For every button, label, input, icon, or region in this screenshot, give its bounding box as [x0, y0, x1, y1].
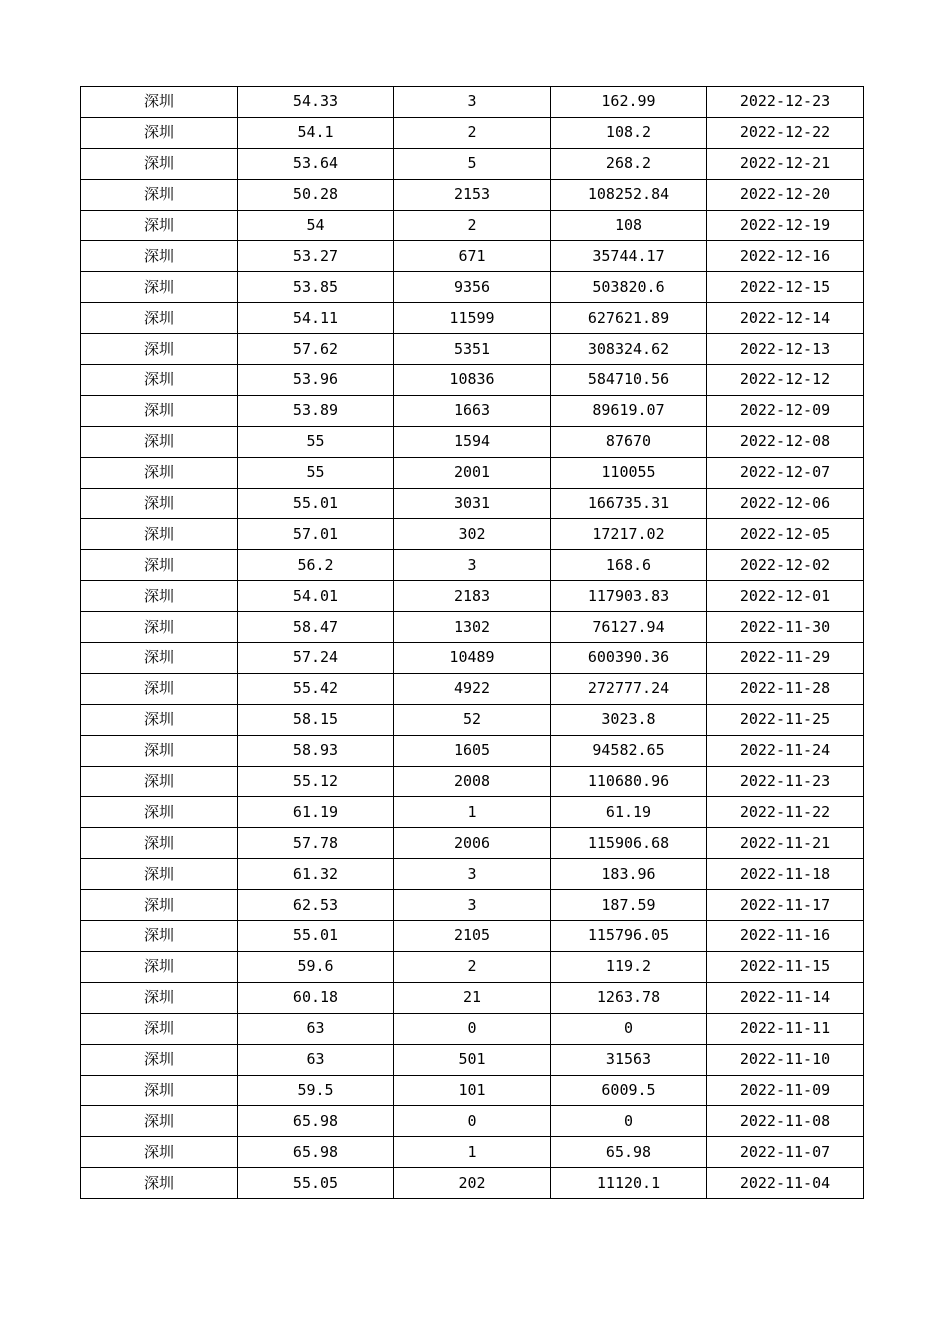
city-cell: 深圳 [81, 612, 238, 643]
city-cell: 深圳 [81, 334, 238, 365]
table-row [81, 982, 864, 1013]
volume-cell: 3031 [394, 488, 551, 519]
price-cell: 54.01 [238, 581, 394, 612]
amount-cell: 108.2 [551, 117, 707, 148]
city-cell: 深圳 [81, 828, 238, 859]
price-cell: 65.98 [238, 1106, 394, 1137]
table-row [81, 1013, 864, 1044]
amount-cell: 584710.56 [551, 365, 707, 396]
table-row [81, 148, 864, 179]
date-cell: 2022-11-14 [707, 982, 864, 1013]
volume-cell: 2001 [394, 457, 551, 488]
volume-cell: 5351 [394, 334, 551, 365]
amount-cell: 166735.31 [551, 488, 707, 519]
volume-cell: 10489 [394, 643, 551, 674]
date-cell: 2022-11-16 [707, 921, 864, 952]
city-cell: 深圳 [81, 272, 238, 303]
price-cell: 53.27 [238, 241, 394, 272]
amount-cell: 76127.94 [551, 612, 707, 643]
city-cell: 深圳 [81, 859, 238, 890]
volume-cell: 1 [394, 1137, 551, 1168]
table-row [81, 87, 864, 118]
city-cell: 深圳 [81, 550, 238, 581]
city-cell: 深圳 [81, 890, 238, 921]
amount-cell: 0 [551, 1013, 707, 1044]
date-cell: 2022-11-18 [707, 859, 864, 890]
table-row [81, 117, 864, 148]
table-row [81, 241, 864, 272]
table-row [81, 365, 864, 396]
volume-cell: 3 [394, 87, 551, 118]
city-cell: 深圳 [81, 1137, 238, 1168]
date-cell: 2022-11-07 [707, 1137, 864, 1168]
price-cell: 54.33 [238, 87, 394, 118]
volume-cell: 0 [394, 1106, 551, 1137]
amount-cell: 600390.36 [551, 643, 707, 674]
table-row [81, 179, 864, 210]
price-cell: 54.11 [238, 303, 394, 334]
amount-cell: 503820.6 [551, 272, 707, 303]
amount-cell: 187.59 [551, 890, 707, 921]
city-cell: 深圳 [81, 488, 238, 519]
price-cell: 55.42 [238, 673, 394, 704]
volume-cell: 1605 [394, 735, 551, 766]
volume-cell: 1594 [394, 426, 551, 457]
date-cell: 2022-12-22 [707, 117, 864, 148]
price-cell: 53.64 [238, 148, 394, 179]
date-cell: 2022-11-17 [707, 890, 864, 921]
price-cell: 59.5 [238, 1075, 394, 1106]
volume-cell: 101 [394, 1075, 551, 1106]
price-cell: 55.12 [238, 766, 394, 797]
amount-cell: 183.96 [551, 859, 707, 890]
table-row [81, 457, 864, 488]
price-cell: 65.98 [238, 1137, 394, 1168]
city-cell: 深圳 [81, 643, 238, 674]
price-cell: 53.89 [238, 395, 394, 426]
city-cell: 深圳 [81, 241, 238, 272]
table-row [81, 1137, 864, 1168]
table-row [81, 272, 864, 303]
volume-cell: 501 [394, 1044, 551, 1075]
volume-cell: 2105 [394, 921, 551, 952]
date-cell: 2022-11-30 [707, 612, 864, 643]
city-cell: 深圳 [81, 457, 238, 488]
amount-cell: 268.2 [551, 148, 707, 179]
date-cell: 2022-11-08 [707, 1106, 864, 1137]
amount-cell: 117903.83 [551, 581, 707, 612]
date-cell: 2022-11-04 [707, 1168, 864, 1199]
price-cell: 53.96 [238, 365, 394, 396]
date-cell: 2022-12-01 [707, 581, 864, 612]
city-cell: 深圳 [81, 426, 238, 457]
amount-cell: 110680.96 [551, 766, 707, 797]
price-cell: 50.28 [238, 179, 394, 210]
amount-cell: 119.2 [551, 951, 707, 982]
date-cell: 2022-12-20 [707, 179, 864, 210]
city-cell: 深圳 [81, 1106, 238, 1137]
volume-cell: 3 [394, 859, 551, 890]
volume-cell: 2 [394, 117, 551, 148]
table-row [81, 334, 864, 365]
amount-cell: 94582.65 [551, 735, 707, 766]
price-cell: 59.6 [238, 951, 394, 982]
table-row [81, 951, 864, 982]
table-body [81, 87, 864, 1199]
table-row [81, 303, 864, 334]
volume-cell: 3 [394, 550, 551, 581]
amount-cell: 168.6 [551, 550, 707, 581]
price-cell: 58.15 [238, 704, 394, 735]
date-cell: 2022-12-02 [707, 550, 864, 581]
amount-cell: 89619.07 [551, 395, 707, 426]
date-cell: 2022-12-12 [707, 365, 864, 396]
city-cell: 深圳 [81, 365, 238, 396]
city-cell: 深圳 [81, 982, 238, 1013]
city-cell: 深圳 [81, 1168, 238, 1199]
price-cell: 63 [238, 1044, 394, 1075]
volume-cell: 2 [394, 951, 551, 982]
table-row [81, 550, 864, 581]
table-row [81, 581, 864, 612]
volume-cell: 1302 [394, 612, 551, 643]
date-cell: 2022-11-23 [707, 766, 864, 797]
price-cell: 55 [238, 457, 394, 488]
amount-cell: 108 [551, 210, 707, 241]
price-cell: 60.18 [238, 982, 394, 1013]
volume-cell: 11599 [394, 303, 551, 334]
amount-cell: 61.19 [551, 797, 707, 828]
date-cell: 2022-11-24 [707, 735, 864, 766]
city-cell: 深圳 [81, 519, 238, 550]
table-row [81, 828, 864, 859]
volume-cell: 4922 [394, 673, 551, 704]
table-row [81, 735, 864, 766]
table-row [81, 210, 864, 241]
date-cell: 2022-12-13 [707, 334, 864, 365]
date-cell: 2022-11-11 [707, 1013, 864, 1044]
city-cell: 深圳 [81, 210, 238, 241]
amount-cell: 110055 [551, 457, 707, 488]
price-cell: 56.2 [238, 550, 394, 581]
volume-cell: 9356 [394, 272, 551, 303]
date-cell: 2022-11-09 [707, 1075, 864, 1106]
volume-cell: 5 [394, 148, 551, 179]
price-cell: 57.01 [238, 519, 394, 550]
date-cell: 2022-12-06 [707, 488, 864, 519]
data-table [80, 86, 864, 1199]
table-row [81, 426, 864, 457]
date-cell: 2022-12-09 [707, 395, 864, 426]
price-cell: 58.93 [238, 735, 394, 766]
table-row [81, 921, 864, 952]
table-row [81, 643, 864, 674]
amount-cell: 162.99 [551, 87, 707, 118]
date-cell: 2022-12-16 [707, 241, 864, 272]
volume-cell: 202 [394, 1168, 551, 1199]
amount-cell: 65.98 [551, 1137, 707, 1168]
volume-cell: 671 [394, 241, 551, 272]
date-cell: 2022-12-08 [707, 426, 864, 457]
city-cell: 深圳 [81, 1075, 238, 1106]
price-cell: 62.53 [238, 890, 394, 921]
city-cell: 深圳 [81, 1044, 238, 1075]
price-cell: 63 [238, 1013, 394, 1044]
volume-cell: 2 [394, 210, 551, 241]
amount-cell: 6009.5 [551, 1075, 707, 1106]
price-cell: 61.19 [238, 797, 394, 828]
city-cell: 深圳 [81, 581, 238, 612]
price-cell: 54 [238, 210, 394, 241]
city-cell: 深圳 [81, 148, 238, 179]
price-cell: 58.47 [238, 612, 394, 643]
date-cell: 2022-12-07 [707, 457, 864, 488]
date-cell: 2022-11-15 [707, 951, 864, 982]
volume-cell: 0 [394, 1013, 551, 1044]
table-row [81, 673, 864, 704]
volume-cell: 2183 [394, 581, 551, 612]
city-cell: 深圳 [81, 87, 238, 118]
volume-cell: 1663 [394, 395, 551, 426]
amount-cell: 31563 [551, 1044, 707, 1075]
price-cell: 54.1 [238, 117, 394, 148]
table-row [81, 766, 864, 797]
date-cell: 2022-11-22 [707, 797, 864, 828]
price-cell: 53.85 [238, 272, 394, 303]
price-cell: 57.78 [238, 828, 394, 859]
volume-cell: 10836 [394, 365, 551, 396]
table-row [81, 890, 864, 921]
price-cell: 55.01 [238, 488, 394, 519]
city-cell: 深圳 [81, 117, 238, 148]
amount-cell: 1263.78 [551, 982, 707, 1013]
date-cell: 2022-11-29 [707, 643, 864, 674]
price-cell: 55.01 [238, 921, 394, 952]
city-cell: 深圳 [81, 179, 238, 210]
table-row [81, 797, 864, 828]
table-row [81, 1075, 864, 1106]
date-cell: 2022-12-19 [707, 210, 864, 241]
amount-cell: 272777.24 [551, 673, 707, 704]
date-cell: 2022-11-21 [707, 828, 864, 859]
amount-cell: 115796.05 [551, 921, 707, 952]
city-cell: 深圳 [81, 1013, 238, 1044]
city-cell: 深圳 [81, 766, 238, 797]
price-cell: 61.32 [238, 859, 394, 890]
date-cell: 2022-12-23 [707, 87, 864, 118]
date-cell: 2022-12-14 [707, 303, 864, 334]
city-cell: 深圳 [81, 951, 238, 982]
city-cell: 深圳 [81, 704, 238, 735]
city-cell: 深圳 [81, 303, 238, 334]
table-row [81, 704, 864, 735]
amount-cell: 3023.8 [551, 704, 707, 735]
date-cell: 2022-12-05 [707, 519, 864, 550]
volume-cell: 2008 [394, 766, 551, 797]
table-row [81, 612, 864, 643]
city-cell: 深圳 [81, 395, 238, 426]
price-cell: 55.05 [238, 1168, 394, 1199]
price-cell: 57.62 [238, 334, 394, 365]
volume-cell: 21 [394, 982, 551, 1013]
date-cell: 2022-12-15 [707, 272, 864, 303]
amount-cell: 35744.17 [551, 241, 707, 272]
volume-cell: 52 [394, 704, 551, 735]
amount-cell: 17217.02 [551, 519, 707, 550]
table-row [81, 519, 864, 550]
amount-cell: 308324.62 [551, 334, 707, 365]
city-cell: 深圳 [81, 673, 238, 704]
amount-cell: 87670 [551, 426, 707, 457]
date-cell: 2022-12-21 [707, 148, 864, 179]
amount-cell: 0 [551, 1106, 707, 1137]
table-row [81, 488, 864, 519]
price-cell: 57.24 [238, 643, 394, 674]
volume-cell: 2006 [394, 828, 551, 859]
amount-cell: 11120.1 [551, 1168, 707, 1199]
city-cell: 深圳 [81, 921, 238, 952]
volume-cell: 1 [394, 797, 551, 828]
volume-cell: 302 [394, 519, 551, 550]
date-cell: 2022-11-10 [707, 1044, 864, 1075]
table-row [81, 1044, 864, 1075]
amount-cell: 115906.68 [551, 828, 707, 859]
date-cell: 2022-11-25 [707, 704, 864, 735]
amount-cell: 627621.89 [551, 303, 707, 334]
table-row [81, 1106, 864, 1137]
table-row [81, 395, 864, 426]
price-cell: 55 [238, 426, 394, 457]
date-cell: 2022-11-28 [707, 673, 864, 704]
table-row [81, 1168, 864, 1199]
city-cell: 深圳 [81, 735, 238, 766]
city-cell: 深圳 [81, 797, 238, 828]
amount-cell: 108252.84 [551, 179, 707, 210]
volume-cell: 3 [394, 890, 551, 921]
volume-cell: 2153 [394, 179, 551, 210]
table-row [81, 859, 864, 890]
